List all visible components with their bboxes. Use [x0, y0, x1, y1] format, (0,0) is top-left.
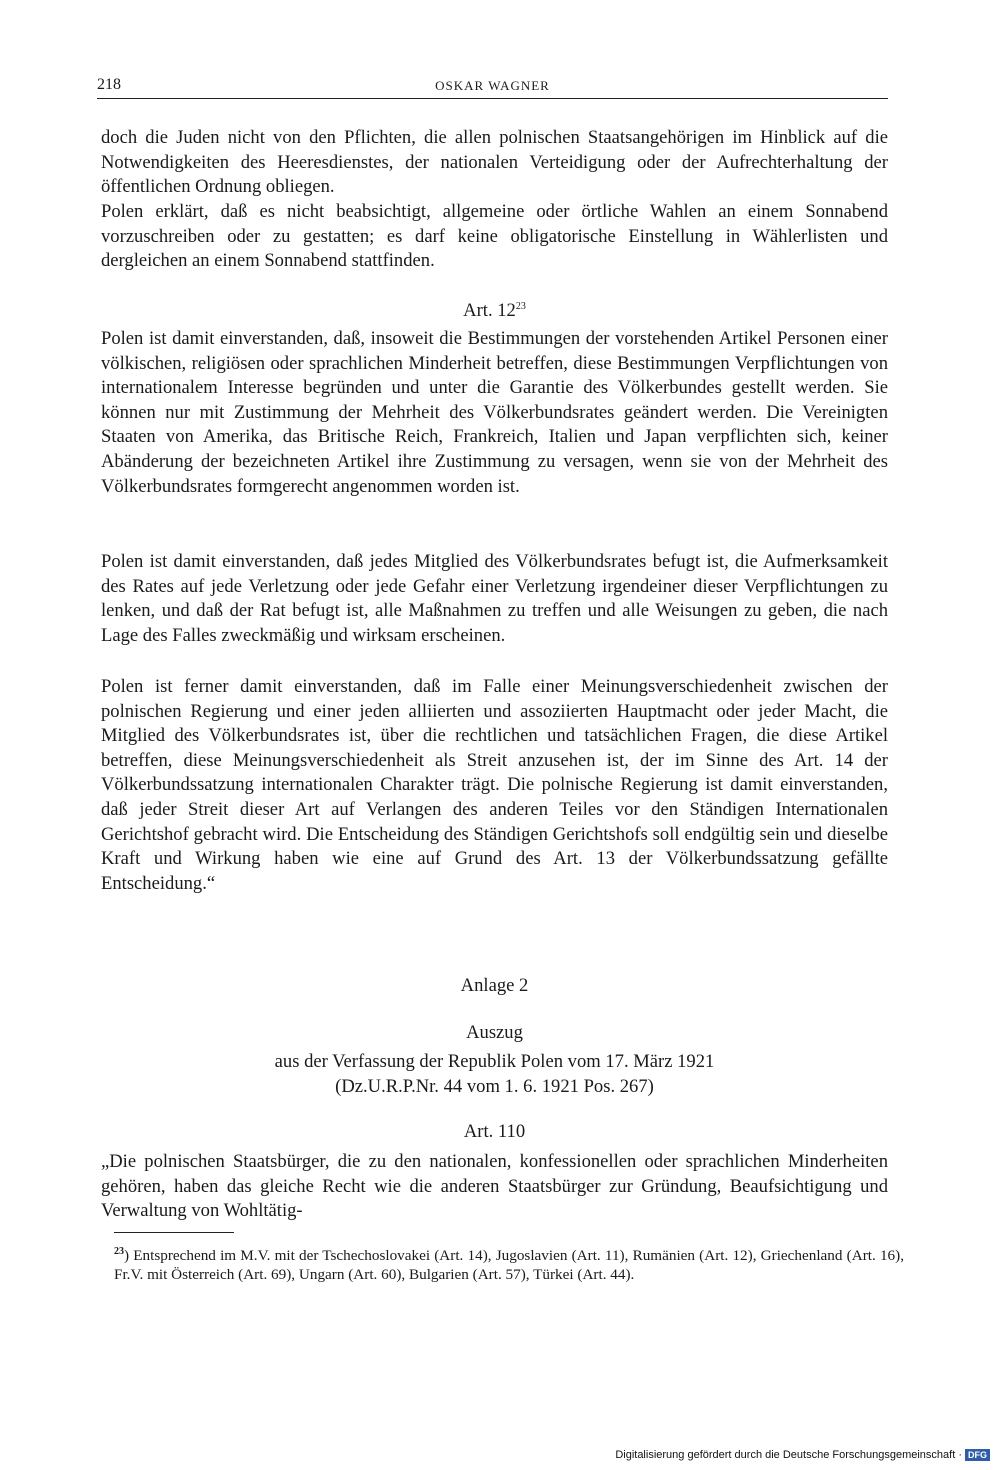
anlage-heading: Anlage 2 [460, 975, 529, 996]
paragraph-1: doch die Juden nicht von den Pflichten, die allen polnischen Staatsangehörigen im Hinblick auf die Notwendigkeiten des Heeresdienstes, der nationalen Verteidigung oder der Aufrechterhaltung der öffentlichen Ordnung obliegen. [101, 127, 888, 198]
footnote-23 [114, 1242, 904, 1285]
dfg-logo-icon: DFG [965, 1449, 990, 1461]
funding-note [615, 1447, 990, 1463]
funding-note-text: Digitalisierung gefördert durch die Deutsche Forschungsgemeinschaft · [615, 1449, 962, 1461]
footnote-marker: 23 [114, 1246, 124, 1257]
footnote-text: ) Entsprechend im M.V. mit der Tschechoslovakei (Art. 14), Jugoslavien (Art. 11), Rumänien (Art. 12), Griechenland (Art. 16), Fr.V. mit Österreich (Art. 69), Ungarn (Art. 60), Bulgarien (Art. 57), Türkei (Art. 44). [114, 1247, 904, 1284]
paragraph-2: Polen erklärt, daß es nicht beabsichtigt, allgemeine oder örtliche Wahlen an einem Sonnabend vorzuschreiben oder zu gestatten; es darf keine obligatorische Einstellung in Wählerlisten und dergleichen an einem Sonnabend stattfinden. [101, 201, 888, 272]
source-line-2: (Dz.U.R.P.Nr. 44 vom 1. 6. 1921 Pos. 267) [335, 1076, 654, 1097]
paragraph-4: Polen ist damit einverstanden, daß jedes Mitglied des Völkerbundsrates befugt ist, die Aufmerksamkeit des Rates auf jede Verletzung oder jede Gefahr einer Verletzung irgendeiner dieser Verpflichtungen zu lenken, und daß der Rat befugt ist, alle Maßnahmen zu treffen und alle Weisungen zu geben, die nach Lage des Falles zweckmäßig und wirksam erscheinen. [101, 551, 888, 646]
running-head: OSKAR WAGNER [435, 78, 550, 93]
art12-heading [101, 300, 888, 322]
footnote-divider [114, 1232, 234, 1233]
paragraph-3: Polen ist damit einverstanden, daß, insoweit die Bestimmungen der vorstehenden Artikel Personen einer völkischen, religiösen oder sprachlichen Minderheit betreffen, diese Bestimmungen Verpflichtungen von internationalem Interesse begründen und unter die Garantie des Völkerbundes gestellt werden. Sie können nur mit Zustimmung der Mehrheit des Völkerbundsrates geändert werden. Die Vereinigten Staaten von Amerika, das Britische Reich, Frankreich, Italien und Japan verpflichten sich, keiner Abänderung der bezeichneten Artikel ihre Zustimmung zu versagen, wenn sie von der Mehrheit des Völkerbundsrates formgerecht angenommen worden ist. [101, 328, 888, 497]
paragraph-5: Polen ist ferner damit einverstanden, daß im Falle einer Meinungsverschiedenheit zwischen der polnischen Regierung und einer jeden alliierten und assoziierten Hauptmacht oder jeder Macht, die Mitglied des Völkerbundsrates ist, über die rechtlichen und tatsächlichen Fragen, die diese Artikel betreffen, diese Meinungsverschiedenheit als Streit anzusehen ist, der im Sinne des Art. 14 der Völkerbundssatzung internationalen Charakter trägt. Die polnische Regierung ist damit einverstanden, daß jeder Streit dieser Art auf Verlangen des anderen Teiles vor den Ständigen Internationalen Gerichtshof gebracht wird. Die Entscheidung des Ständigen Gerichtshofs soll endgültig sein und dieselbe Kraft und Wirkung haben wie eine auf Grund des Art. 13 der Völkerbundssatzung gefällte Entscheidung.“ [101, 676, 888, 894]
art12-heading-text: Art. 12 [463, 300, 516, 321]
page-header [97, 76, 888, 99]
paragraph-6: „Die polnischen Staatsbürger, die zu den nationalen, konfessionellen oder sprachlichen Minderheiten gehören, haben das gleiche Recht wie die anderen Staatsbürger zur Gründung, Beaufsichtigung und Verwaltung von Wohltätig- [101, 1151, 888, 1222]
art12-footnote-ref: 23 [515, 300, 526, 312]
page-number: 218 [97, 76, 121, 93]
source-line-1: aus der Verfassung der Republik Polen vom 17. März 1921 [274, 1051, 715, 1072]
art110-heading: Art. 110 [463, 1121, 526, 1142]
auszug-heading: Auszug [466, 1022, 523, 1043]
